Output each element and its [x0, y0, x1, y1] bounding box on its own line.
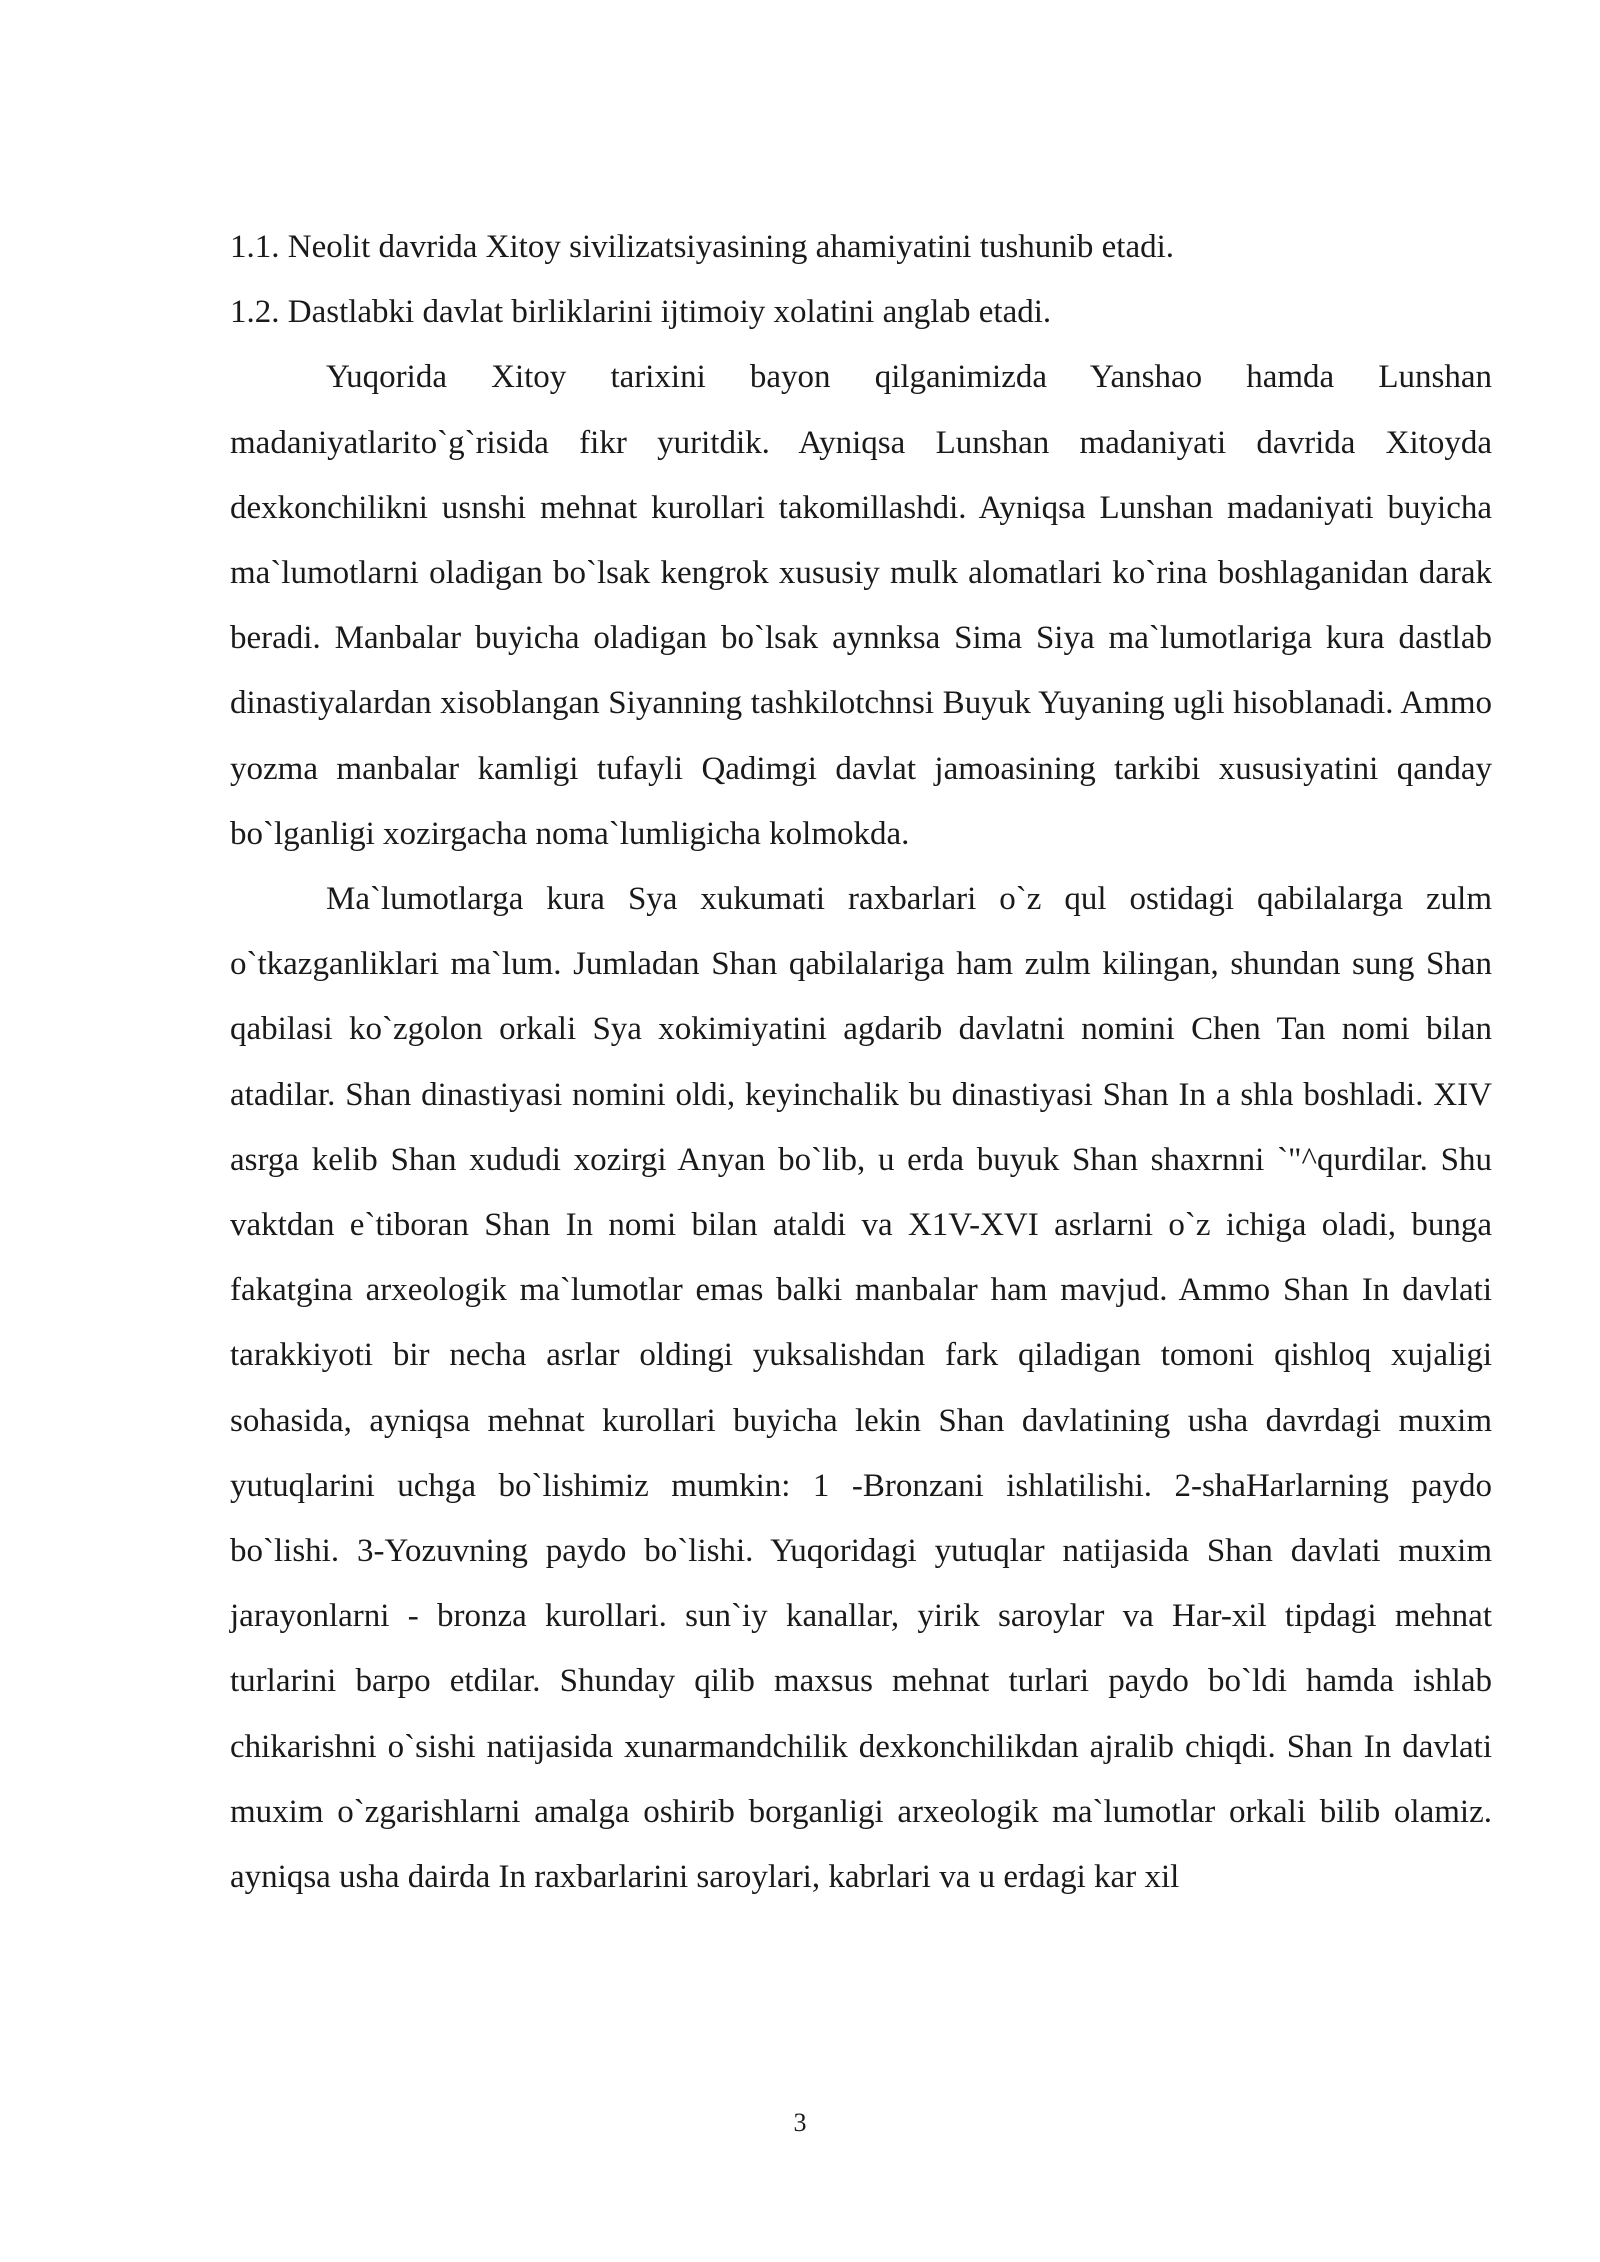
objective-1-2: 1.2. Dastlabki davlat birliklarini ijtimoiy xolatini anglab etadi.: [230, 294, 1052, 331]
paragraph-shan-in-dynasty: Ma`lumotlarga kura Sya xukumati raxbarlari o`z qul ostidagi qabilalarga zulm o`tkazganliklari ma`lum. Jumladan Shan qabilalariga ham zulm kilingan, shundan sung Shan qabilasi ko`zgolon orkali Sya xokimiyatini agdarib davlatni nomini Chen Tan nomi bilan atadilar. Shan dinastiyasi nomini oldi, keyinchalik bu dinastiyasi Shan In a shla boshladi. XIV asrga kelib Shan xududi xozirgi Anyan bo`lib, u erda buyuk Shan shaxrnni `"^qurdilar. Shu vaktdan e`tiboran Shan In nomi bilan ataldi va X1V-XVI asrlarni o`z ichiga oladi, bunga fakatgina arxeologik ma`lumotlar emas balki manbalar ham mavjud. Ammo Shan In davlati tarakkiyoti bir necha asrlar oldingi yuksalishdan fark qiladigan tomoni qishloq xujaligi sohasida, ayniqsa mehnat kurollari buyicha lekin Shan davlatining usha davrdagi muxim yutuqlarini uchga bo`lishimiz mumkin: 1 -Bronzani ishlatilishi. 2-shaHarlarning paydo bo`lishi. 3-Yozuvning paydo bo`lishi. Yuqoridagi yutuqlar natijasida Shan davlati muxim jarayonlarni - bronza kurollari. sun`iy kanallar, yirik saroylar va Har-xil tipdagi mehnat turlarini barpo etdilar. Shunday qilib maxsus mehnat turlari paydo bo`ldi hamda ishlab chikarishni o`sishi natijasida xunarmandchilik dexkonchilikdan ajralib chiqdi. Shan In davlati muxim o`zgarishlarni amalga oshirib borganligi arxeologik ma`lumotlar orkali bilib olamiz. ayniqsa usha dairda In raxbarlarini saroylari, kabrlari va u erdagi kar xil: [230, 881, 1492, 1896]
page-number: 3: [793, 2108, 807, 2137]
document-body: [230, 215, 1492, 1910]
paragraph-yanshao-lunshan: Yuqorida Xitoy tarixini bayon qilganimizda Yanshao hamda Lunshan madaniyatlarito`g`risida fikr yuritdik. Ayniqsa Lunshan madaniyati davrida Xitoyda dexkonchilikni usnshi mehnat kurollari takomillashdi. Ayniqsa Lunshan madaniyati buyicha ma`lumotlarni oladigan bo`lsak kengrok xususiy mulk alomatlari ko`rina boshlaganidan darak beradi. Manbalar buyicha oladigan bo`lsak aynnksa Sima Siya ma`lumotlariga kura dastlab dinastiyalardan xisoblangan Siyanning tashkilotchnsi Buyuk Yuyaning ugli hisoblanadi. Ammo yozma manbalar kamligi tufayli Qadimgi davlat jamoasining tarkibi xususiyatini qanday bo`lganligi xozirgacha noma`lumligicha kolmokda.: [230, 359, 1492, 852]
objective-1-1: 1.1. Neolit davrida Xitoy sivilizatsiyasining ahamiyatini tushunib etadi.: [230, 229, 1175, 265]
